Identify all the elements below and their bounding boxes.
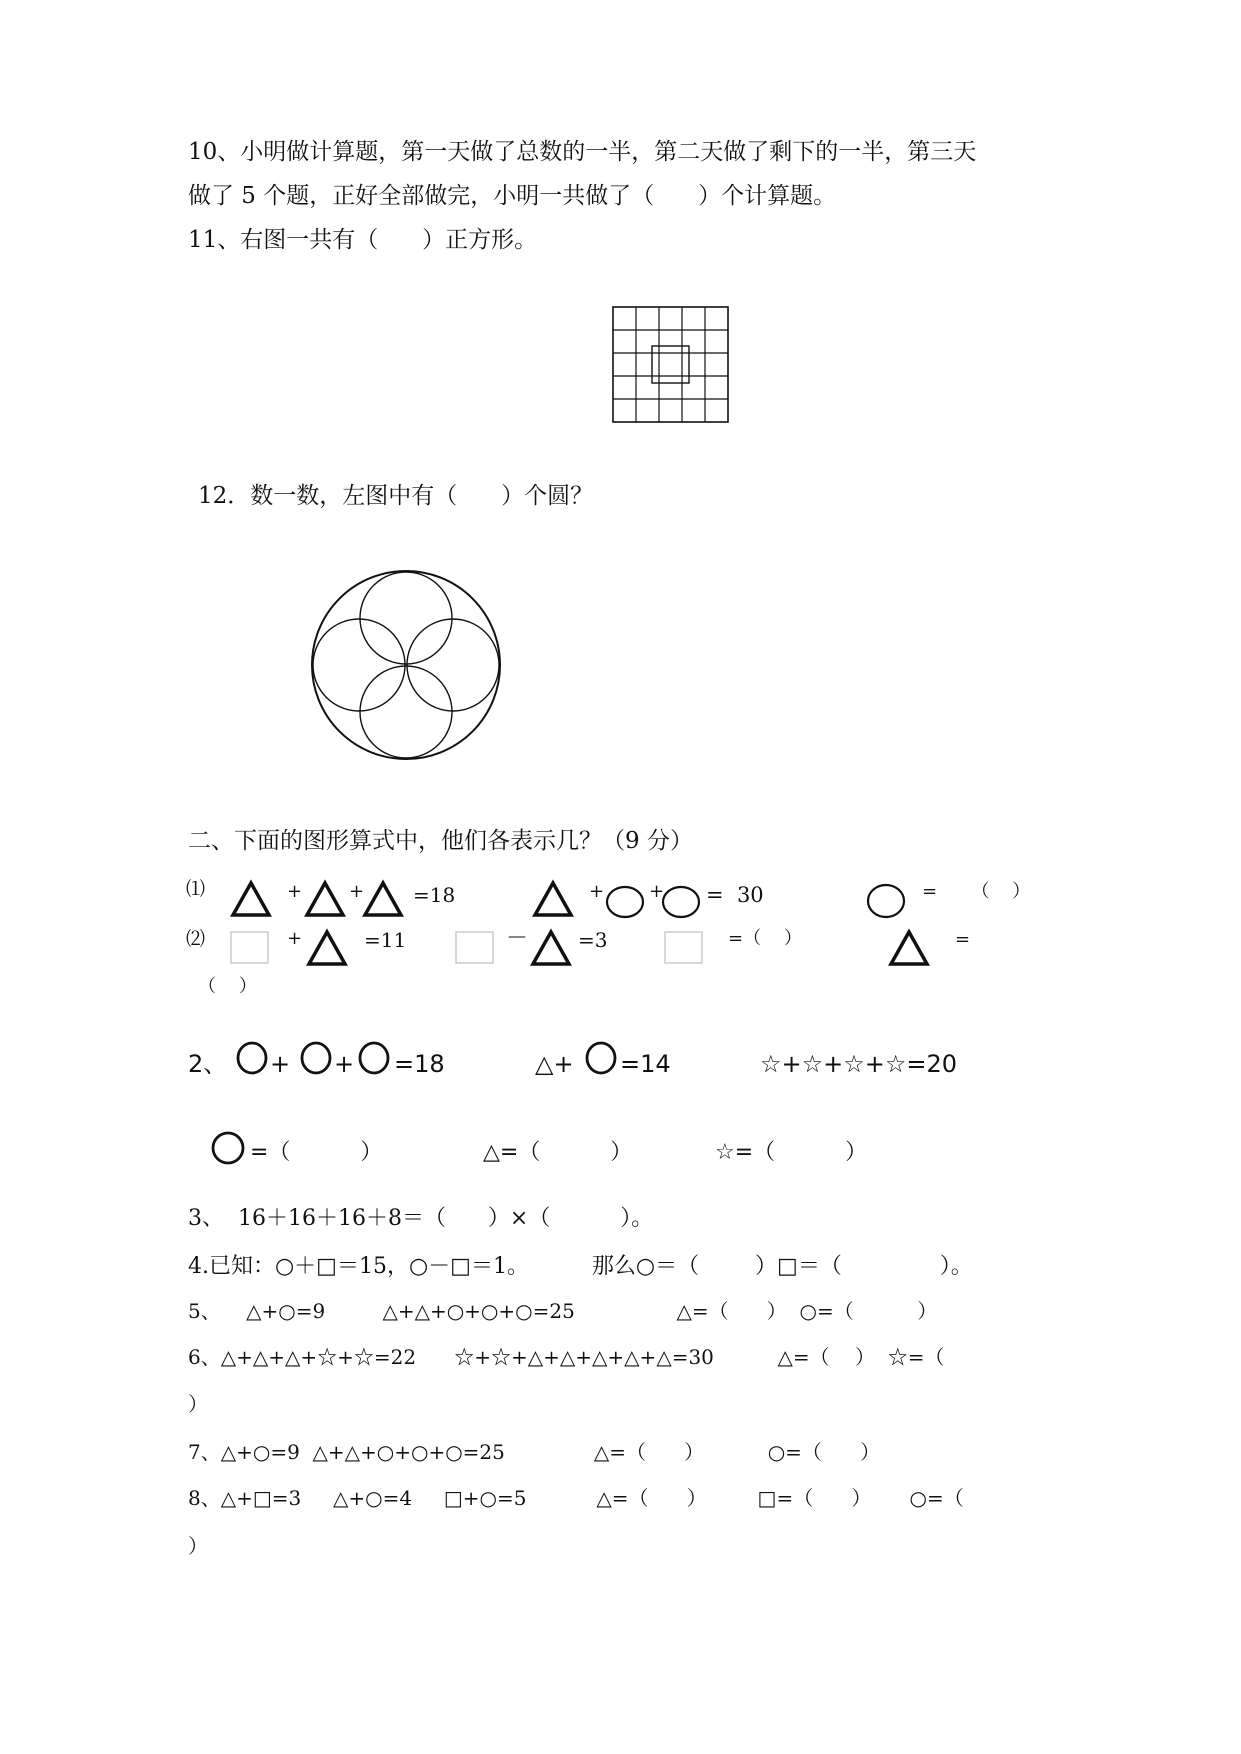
p1-plus-2: +	[349, 881, 365, 902]
p2-eq4: =	[955, 929, 971, 950]
circle-icon	[661, 885, 701, 919]
triangle-icon	[530, 929, 572, 967]
triangle-icon	[532, 880, 574, 918]
q2-eq2b: =14	[620, 1050, 671, 1078]
triangle-icon	[306, 929, 348, 967]
q2-ans1: =（ ）	[250, 1140, 383, 1165]
p2-eq2: =3	[578, 928, 608, 952]
q3-text: 3、 16＋16＋16＋8＝（ ）×（ ）。	[188, 1206, 654, 1231]
p1-plus-1: +	[287, 881, 303, 902]
p2-eq3: =（ ）	[728, 928, 802, 949]
circle-icon	[210, 1130, 246, 1166]
q8-line2: ）	[188, 1534, 208, 1558]
q2-ans3: ☆=（ ）	[715, 1140, 868, 1165]
circle-icon	[605, 885, 645, 919]
triangle-icon	[888, 929, 930, 967]
circles-figure	[308, 568, 508, 764]
triangle-icon	[230, 880, 272, 918]
square-icon	[230, 931, 270, 965]
section2-title: 二、下面的图形算式中，他们各表示几？（9 分）	[188, 828, 693, 854]
q2-ans2: △=（ ）	[483, 1140, 633, 1165]
q2-plus-1: +	[270, 1050, 291, 1078]
circle-icon	[299, 1040, 333, 1076]
q4-text: 4.已知：○＋□＝15，○－□＝1。 那么○＝（ ）□＝（ ）。	[188, 1254, 973, 1279]
triangle-icon	[304, 880, 346, 918]
circle-icon	[866, 883, 906, 919]
q8-line1: 8、△+□=3 △+○=4 □+○=5 △=（ ） □=（ ） ○=（	[188, 1486, 964, 1510]
square-icon	[664, 931, 704, 965]
square-icon	[455, 931, 495, 965]
circle-icon	[357, 1040, 391, 1076]
q5-text: 5、 △+○=9 △+△+○+○+○=25 △=（ ） ○=（ ）	[188, 1299, 938, 1323]
q2-eq2: △+	[535, 1050, 574, 1078]
p2-plus: +	[287, 928, 303, 949]
p1-eq3: = （ ）	[922, 881, 1031, 902]
p2-number: ⑵	[186, 928, 206, 950]
q11-text: 11、右图一共有（ ）正方形。	[188, 227, 538, 253]
p2-cont: （ ）	[198, 976, 257, 997]
q10-line2: 做了 5 个题，正好全部做完，小明一共做了（ ）个计算题。	[188, 183, 837, 209]
q6-line2: ）	[188, 1392, 208, 1416]
q2-plus-2: +	[334, 1050, 355, 1078]
p1-number: ⑴	[186, 878, 206, 900]
p2-minus: －	[506, 926, 529, 951]
q2-eq3: ☆+☆+☆+☆=20	[760, 1050, 958, 1078]
p1-eq2: = 30	[706, 883, 764, 907]
q2-number: 2、	[188, 1050, 228, 1078]
circle-icon	[235, 1040, 269, 1076]
triangle-icon	[362, 880, 404, 918]
p1-plus-4: +	[649, 881, 665, 902]
q12-text: 12．数一数，左图中有（ ）个圆？	[198, 483, 594, 509]
p1-eq1: =18	[413, 883, 456, 907]
p1-plus-3: +	[589, 881, 605, 902]
q2-eq1: =18	[394, 1050, 445, 1078]
square-grid-figure	[612, 306, 732, 426]
q10-line1: 10、小明做计算题，第一天做了总数的一半，第二天做了剩下的一半，第三天	[188, 139, 977, 165]
q6-line1: 6、△+△+△+☆+☆=22 ☆+☆+△+△+△+△+△=30 △=（ ） ☆=（	[188, 1345, 945, 1369]
circle-icon	[584, 1040, 618, 1076]
q7-text: 7、△+○=9 △+△+○+○+○=25 △=（ ） ○=（ ）	[188, 1440, 881, 1464]
p2-eq1: =11	[364, 928, 407, 952]
